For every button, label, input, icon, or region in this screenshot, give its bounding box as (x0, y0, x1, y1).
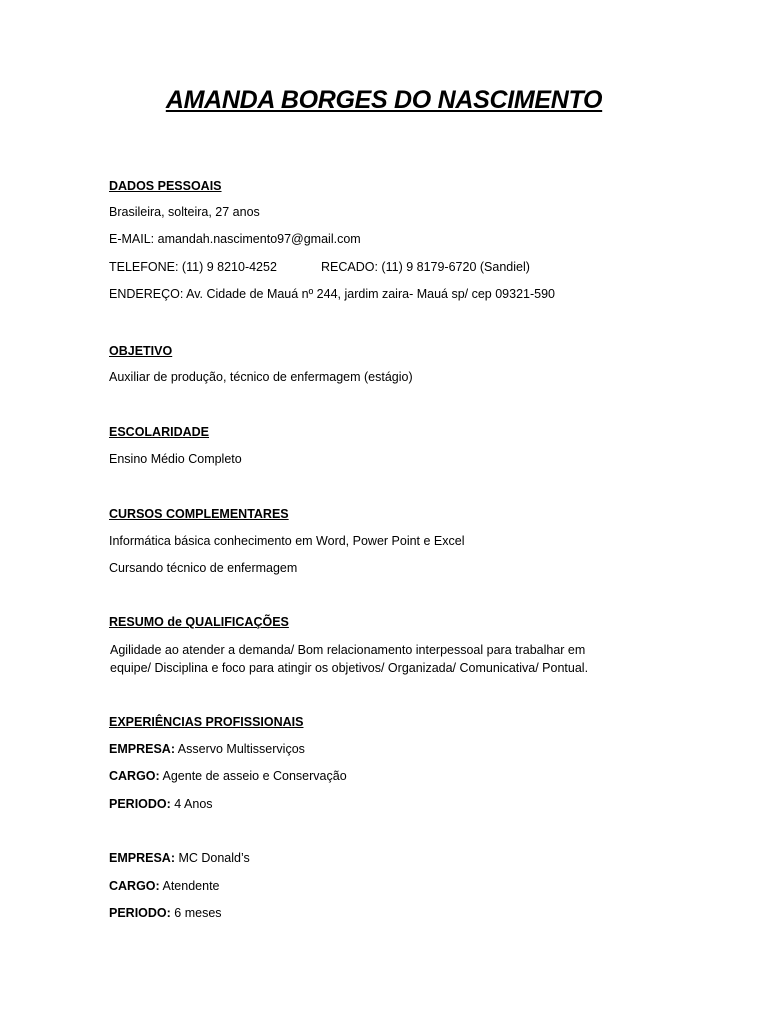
job-periodo (109, 796, 213, 812)
personal-recado: RECADO: (11) 9 8179-6720 (Sandiel) (321, 260, 530, 274)
resumo-line-2: equipe/ Disciplina e foco para atingir os objetivos/ Organizada/ Comunicativa/ Pontual. (110, 661, 589, 675)
periodo-label: PERIODO: (109, 797, 171, 811)
section-heading-escolaridade: ESCOLARIDADE (109, 425, 210, 439)
section-heading-dados-pessoais: DADOS PESSOAIS (109, 179, 222, 193)
cargo-label: CARGO: (109, 769, 160, 783)
section-heading-experiencias: EXPERIÊNCIAS PROFISSIONAIS (109, 715, 304, 729)
objetivo-text: Auxiliar de produção, técnico de enfermagem (estágio) (109, 370, 413, 384)
curso-item: Informática básica conhecimento em Word, Power Point e Excel (109, 534, 465, 548)
personal-email: E-MAIL: amandah.nascimento97@gmail.com (109, 232, 361, 246)
job-periodo (109, 905, 222, 921)
curso-item: Cursando técnico de enfermagem (109, 561, 298, 575)
cargo-value: Atendente (162, 879, 220, 893)
job-cargo (109, 768, 347, 784)
resumo-line-1: Agilidade ao atender a demanda/ Bom relacionamento interpessoal para trabalhar em (110, 643, 586, 657)
periodo-label: PERIODO: (109, 906, 171, 920)
cargo-label: CARGO: (109, 879, 160, 893)
job-cargo (109, 878, 220, 894)
section-heading-resumo: RESUMO de QUALIFICAÇÕES (109, 615, 289, 629)
periodo-value: 6 meses (174, 906, 222, 920)
empresa-value: MC Donald’s (178, 851, 250, 865)
empresa-value: Asservo Multisserviços (177, 742, 305, 756)
section-heading-objetivo: OBJETIVO (109, 344, 173, 358)
section-heading-cursos: CURSOS COMPLEMENTARES (109, 507, 289, 521)
job-empresa (109, 850, 250, 866)
periodo-value: 4 Anos (174, 797, 213, 811)
job-empresa (109, 741, 305, 757)
personal-endereco: ENDEREÇO: Av. Cidade de Mauá nº 244, jardim zaira- Mauá sp/ cep 09321-590 (109, 287, 556, 301)
personal-telefone: TELEFONE: (11) 9 8210-4252 (109, 260, 277, 274)
cargo-value: Agente de asseio e Conservação (162, 769, 347, 783)
escolaridade-text: Ensino Médio Completo (109, 452, 242, 466)
personal-nationality: Brasileira, solteira, 27 anos (109, 205, 260, 219)
empresa-label: EMPRESA: (109, 851, 175, 865)
resume-name-title: AMANDA BORGES DO NASCIMENTO (165, 86, 603, 114)
empresa-label: EMPRESA: (109, 742, 175, 756)
